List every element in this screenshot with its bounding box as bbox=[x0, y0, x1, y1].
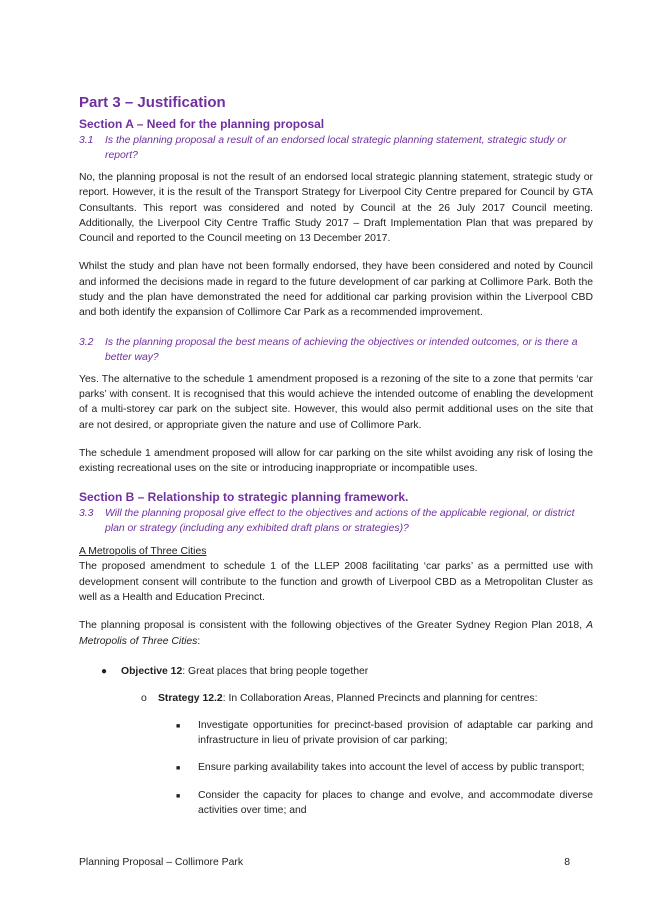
objective-item bbox=[101, 664, 593, 679]
question-3-2 bbox=[79, 335, 593, 365]
list-item-text: Ensure parking availability takes into account the level of access by public transport; bbox=[198, 761, 585, 773]
strategy-label: Strategy 12.2 bbox=[158, 692, 223, 704]
question-number: 3.2 bbox=[79, 336, 94, 348]
list-item bbox=[176, 718, 593, 748]
paragraph-text: The planning proposal is consistent with the following objectives of the Greater Sydney Region Plan 2018, bbox=[79, 620, 583, 632]
question-text: Will the planning proposal give effect to the objectives and actions of the applicable regional, or district plan or strategy (including any exhibited draft plans or strategies)? bbox=[105, 508, 575, 535]
square-bullet-icon: ■ bbox=[176, 722, 181, 730]
paragraph bbox=[79, 618, 593, 649]
square-bullet-icon: ■ bbox=[176, 764, 181, 772]
question-number: 3.1 bbox=[79, 135, 94, 146]
question-3-3 bbox=[79, 506, 593, 536]
page-footer bbox=[79, 857, 570, 868]
page-content bbox=[79, 93, 593, 818]
circle-bullet-icon: o bbox=[141, 692, 147, 704]
section-b-title: Section B – Relationship to strategic planning framework. bbox=[79, 490, 409, 505]
paragraph: No, the planning proposal is not the result of an endorsed local strategic planning statement, strategic study or report. However, it is the result of the Transport Strategy for Liverpool City Centre prepared for Council by GTA Consultants. This report was considered and noted by Council at the 26 July 2017 Council meeting. Additionally, the Liverpool City Centre Traffic Study 2017 – Draft Implementation Plan that was prepared by Council and reported to the Council meeting on 13 December 2017. bbox=[79, 172, 593, 245]
part-title: Part 3 – Justification bbox=[79, 94, 226, 111]
question-number: 3.3 bbox=[79, 508, 94, 520]
question-text: Is the planning proposal a result of an endorsed local strategic planning statement, strategic study or report? bbox=[105, 135, 567, 161]
list-item bbox=[176, 788, 593, 818]
plan-title: A Metropolis of Three Cities bbox=[79, 620, 593, 647]
objective-text: : Great places that bring people together bbox=[182, 665, 369, 677]
list-item-text: Consider the capacity for places to change and evolve, and accommodate diverse activities over time; and bbox=[198, 789, 593, 816]
list-item bbox=[176, 760, 593, 776]
subheading: A Metropolis of Three Cities bbox=[79, 546, 207, 558]
paragraph: Whilst the study and plan have not been formally endorsed, they have been considered and noted by Council and informed the decisions made in regard to the future development of car parking at Collimore Park. Both the study and the plan have demonstrated the need for additional car parking provision within the Liverpool CBD and both identify the expansion of Collimore Car Park as a recommended improvement. bbox=[79, 261, 593, 319]
objective-label: Objective 12 bbox=[121, 665, 183, 677]
footer-title: Planning Proposal – Collimore Park bbox=[79, 857, 244, 868]
paragraph: The proposed amendment to schedule 1 of the LLEP 2008 facilitating ‘car parks’ as a permitted use with development consent will contribute to the function and growth of Liverpool CBD as a Metropolitan Cluster as well as a Health and Education Precinct. bbox=[79, 561, 593, 604]
page-number: 8 bbox=[564, 857, 570, 868]
bullet-icon: ● bbox=[101, 665, 108, 677]
paragraph: The schedule 1 amendment proposed will allow for car parking on the site whilst avoiding any risk of losing the existing recreational uses on the site or introducing inappropriate or incompatible uses. bbox=[79, 447, 593, 475]
punctuation: : bbox=[197, 635, 201, 647]
section-a-title: Section A – Need for the planning proposal bbox=[79, 117, 325, 131]
strategy-text: : In Collaboration Areas, Planned Precincts and planning for centres: bbox=[222, 692, 538, 704]
question-3-1 bbox=[79, 133, 593, 163]
strategy-item bbox=[141, 691, 593, 706]
list-item-text: Investigate opportunities for precinct-based provision of adaptable car parking and infrastructure in lieu of private provision of car parking; bbox=[198, 719, 593, 746]
question-text: Is the planning proposal the best means of achieving the objectives or intended outcomes, or is there a better way? bbox=[105, 336, 578, 363]
paragraph: Yes. The alternative to the schedule 1 amendment proposed is a rezoning of the site to a zone that permits ‘car parks’ with consent. It is recognised that this would achieve the intended outcome of enabling the development of a multi-storey car park on the subject site. However, this would also permit additional uses on the site that are not desired, or appropriate given the nature and use of Collimore Park. bbox=[79, 373, 593, 431]
square-bullet-icon: ■ bbox=[176, 792, 181, 800]
